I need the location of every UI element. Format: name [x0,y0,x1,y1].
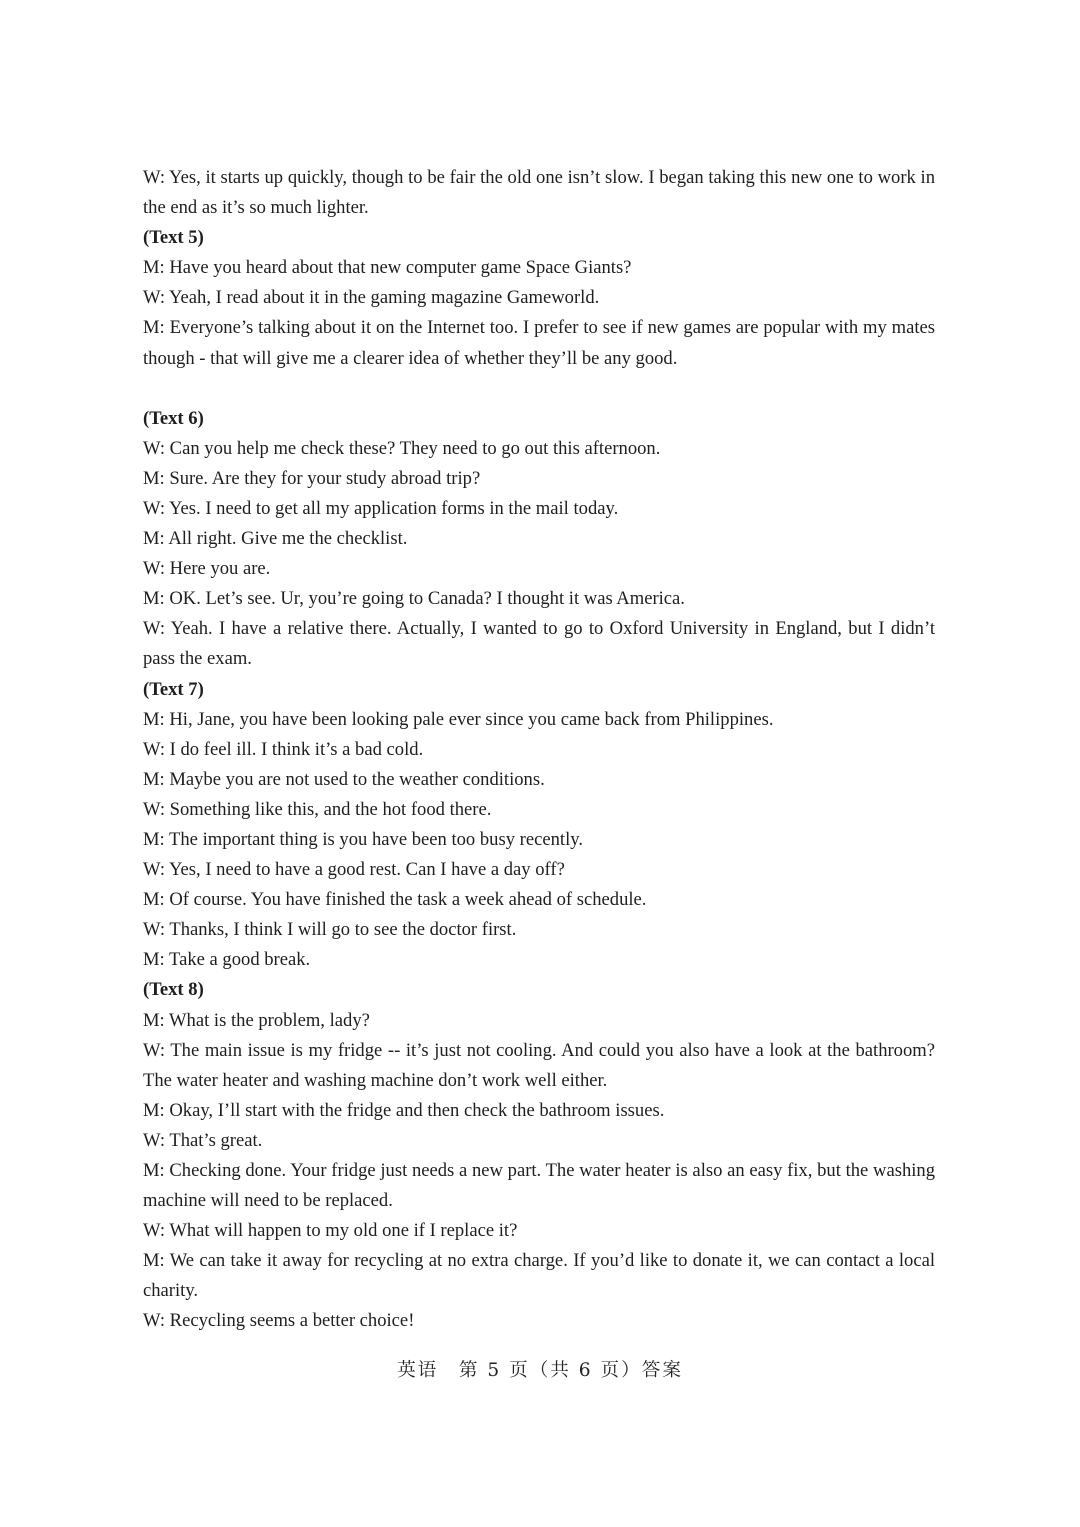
dialogue-line: M: Hi, Jane, you have been looking pale ever since you came back from Philippines. [143,708,774,730]
dialogue-line: M: Take a good break. [143,949,311,971]
dialogue-line: M: Of course. You have finished the task a week ahead of schedule. [143,889,647,911]
dialogue-line: W: Yeah, I read about it in the gaming magazine Gameworld. [143,287,600,309]
dialogue-line: W: Thanks, I think I will go to see the doctor first. [143,919,517,941]
dialogue-line: M: We can take it away for recycling at no extra charge. If you’d like to donate it, we can contact a local charity. [143,1250,935,1302]
dialogue-line: W: What will happen to my old one if I replace it? [143,1220,518,1242]
dialogue-line: M: Maybe you are not used to the weather conditions. [143,768,545,790]
dialogue-line: M: Everyone’s talking about it on the Internet too. I prefer to see if new games are popular with my mates though - that will give me a clearer idea of whether they’ll be any good. [143,317,935,369]
dialogue-line: W: Yeah. I have a relative there. Actually, I wanted to go to Oxford University in England, but I didn’t pass the exam. [143,618,935,670]
dialogue-line: W: I do feel ill. I think it’s a bad cold. [143,738,424,760]
dialogue-line: W: Something like this, and the hot food there. [143,798,492,820]
dialogue-line: M: Have you heard about that new computer game Space Giants? [143,257,632,279]
dialogue-line: W: Can you help me check these? They need to go out this afternoon. [143,437,661,459]
transcript-body [143,163,935,1337]
section-heading-text5: (Text 5) [143,227,204,249]
dialogue-line: W: The main issue is my fridge -- it’s just not cooling. And could you also have a look at the bathroom? The water heater and washing machine don’t work well either. [143,1039,935,1091]
section-spacer [143,374,935,404]
section-heading-text8: (Text 8) [143,979,204,1001]
dialogue-line: W: Recycling seems a better choice! [143,1310,415,1332]
dialogue-line: M: The important thing is you have been too busy recently. [143,828,583,850]
dialogue-line: W: That’s great. [143,1129,263,1151]
dialogue-line: M: What is the problem, lady? [143,1009,370,1031]
dialogue-line: W: Yes. I need to get all my application forms in the mail today. [143,497,619,519]
section-heading-text7: (Text 7) [143,678,204,700]
dialogue-line: M: Okay, I’ll start with the fridge and then check the bathroom issues. [143,1099,665,1121]
section-heading-text6: (Text 6) [143,407,204,429]
dialogue-line: M: Sure. Are they for your study abroad trip? [143,467,481,489]
page-footer: 英语 第 5 页（共 6 页）答案 [397,1360,683,1381]
dialogue-line: W: Yes, it starts up quickly, though to be fair the old one isn’t slow. I began taking this new one to work in the end as it’s so much lighter. [143,167,935,219]
dialogue-line: M: OK. Let’s see. Ur, you’re going to Canada? I thought it was America. [143,588,685,610]
dialogue-line: M: Checking done. Your fridge just needs a new part. The water heater is also an easy fix, but the washing machine will need to be replaced. [143,1160,935,1212]
dialogue-line: M: All right. Give me the checklist. [143,528,408,550]
dialogue-line: W: Yes, I need to have a good rest. Can I have a day off? [143,859,565,881]
dialogue-line: W: Here you are. [143,558,271,580]
